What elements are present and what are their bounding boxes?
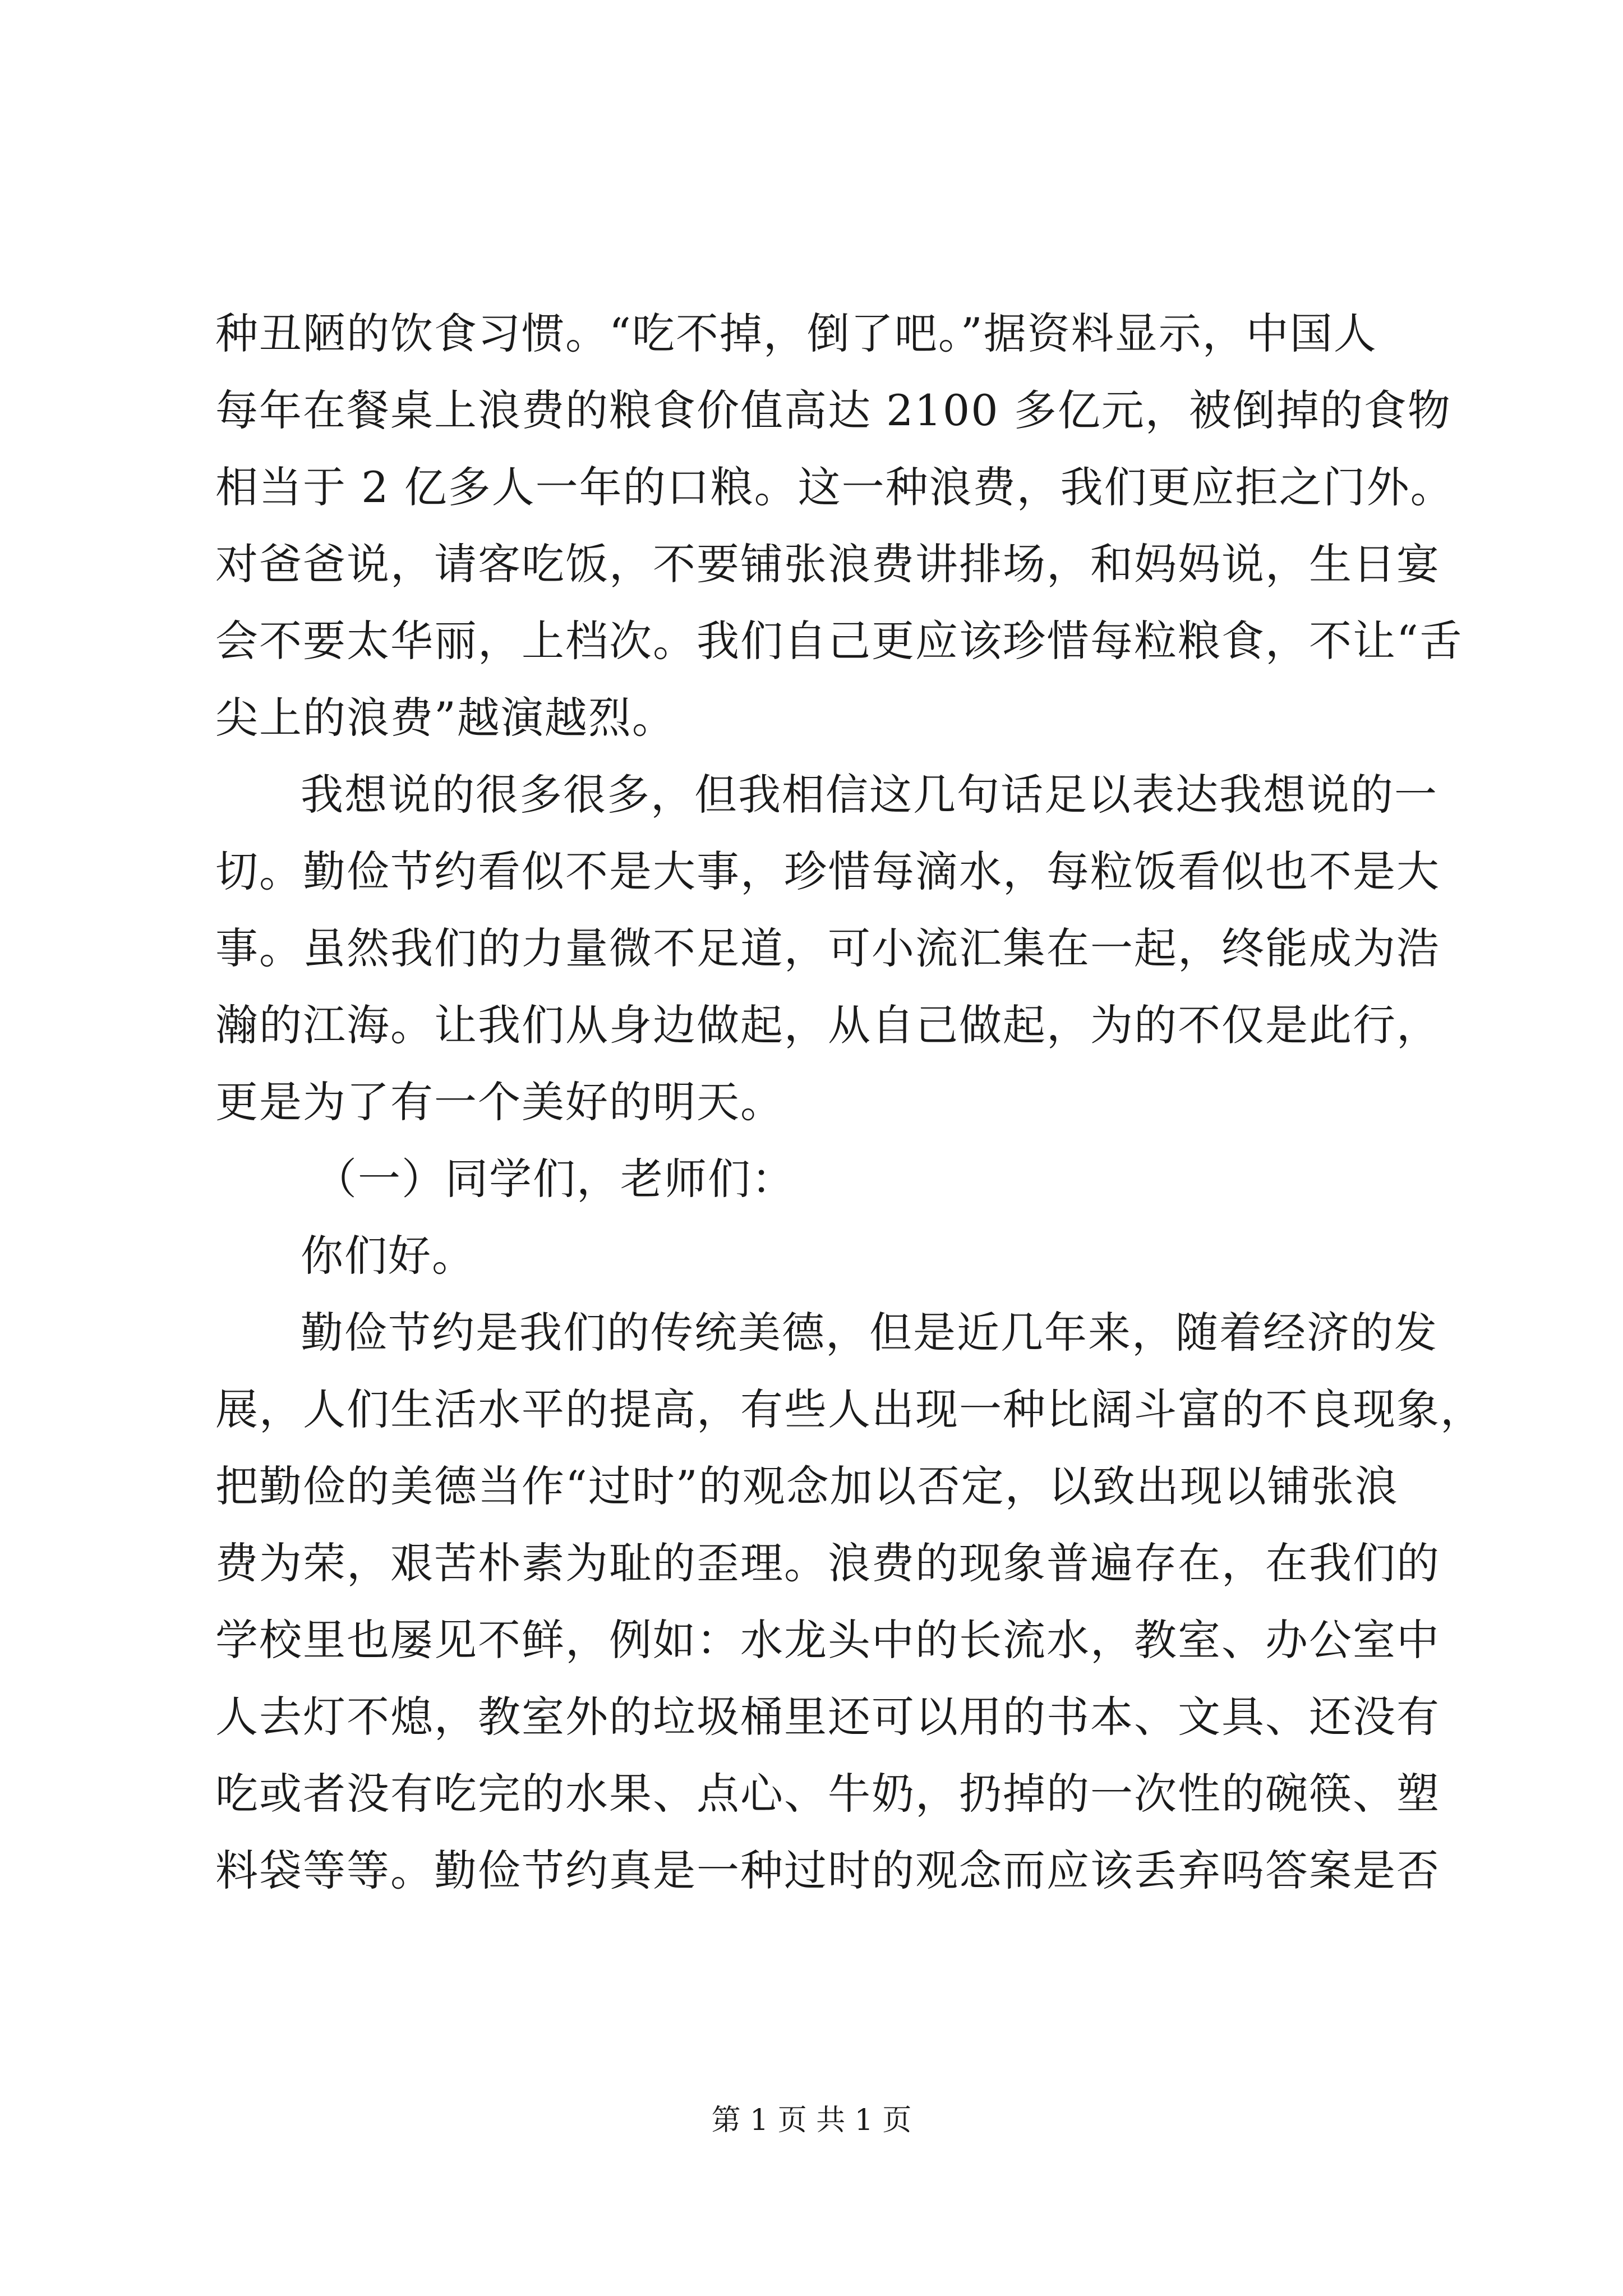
greeting-line: 你们好。 <box>301 1231 476 1281</box>
text-line: 吃或者没有吃完的水果、点心、牛奶，扔掉的一次性的碗筷、塑 <box>215 1769 1440 1819</box>
text-line: 每年在餐桌上浪费的粮食价值高达 2100 多亿元，被倒掉的食物 <box>215 385 1451 435</box>
text-line: 把勤俭的美德当作“过时”的观念加以否定，以致出现以铺张浪 <box>215 1461 1399 1511</box>
text-line: 展，人们生活水平的提高，有些人出现一种比阔斗富的不良现象， <box>215 1384 1484 1434</box>
text-line: 人去灯不熄，教室外的垃圾桶里还可以用的书本、文具、还没有 <box>215 1692 1440 1742</box>
text-line: 种丑陋的饮食习惯。“吃不掉，倒了吧。”据资料显示，中国人 <box>215 309 1377 358</box>
text-line: 事。虽然我们的力量微不足道，可小流汇集在一起，终能成为浩 <box>215 923 1440 973</box>
page-footer: 第 1 页 共 1 页 <box>711 2104 912 2137</box>
paragraph-start: 勤俭节约是我们的传统美德，但是近几年来，随着经济的发 <box>301 1308 1438 1358</box>
section-heading: （一）同学们，老师们： <box>314 1154 795 1204</box>
text-line: 切。勤俭节约看似不是大事，珍惜每滴水，每粒饭看似也不是大 <box>215 846 1440 896</box>
text-line: 会不要太华丽，上档次。我们自己更应该珍惜每粒粮食，不让“舌 <box>215 616 1463 666</box>
paragraph-start: 我想说的很多很多，但我相信这几句话足以表达我想说的一 <box>301 770 1438 820</box>
text-line: 料袋等等。勤俭节约真是一种过时的观念而应该丢弃吗答案是否 <box>215 1846 1440 1895</box>
text-line: 尖上的浪费”越演越烈。 <box>215 693 676 743</box>
text-line: 相当于 2 亿多人一年的口粮。这一种浪费，我们更应拒之门外。 <box>215 462 1454 512</box>
text-line: 对爸爸说，请客吃饭，不要铺张浪费讲排场，和妈妈说，生日宴 <box>215 539 1440 589</box>
text-line: 更是为了有一个美好的明天。 <box>215 1077 784 1127</box>
text-line: 费为荣，艰苦朴素为耻的歪理。浪费的现象普遍存在，在我们的 <box>215 1538 1440 1588</box>
text-line: 瀚的江海。让我们从身边做起，从自己做起，为的不仅是此行， <box>215 1000 1440 1050</box>
text-line: 学校里也屡见不鲜，例如：水龙头中的长流水，教室、办公室中 <box>215 1615 1440 1665</box>
